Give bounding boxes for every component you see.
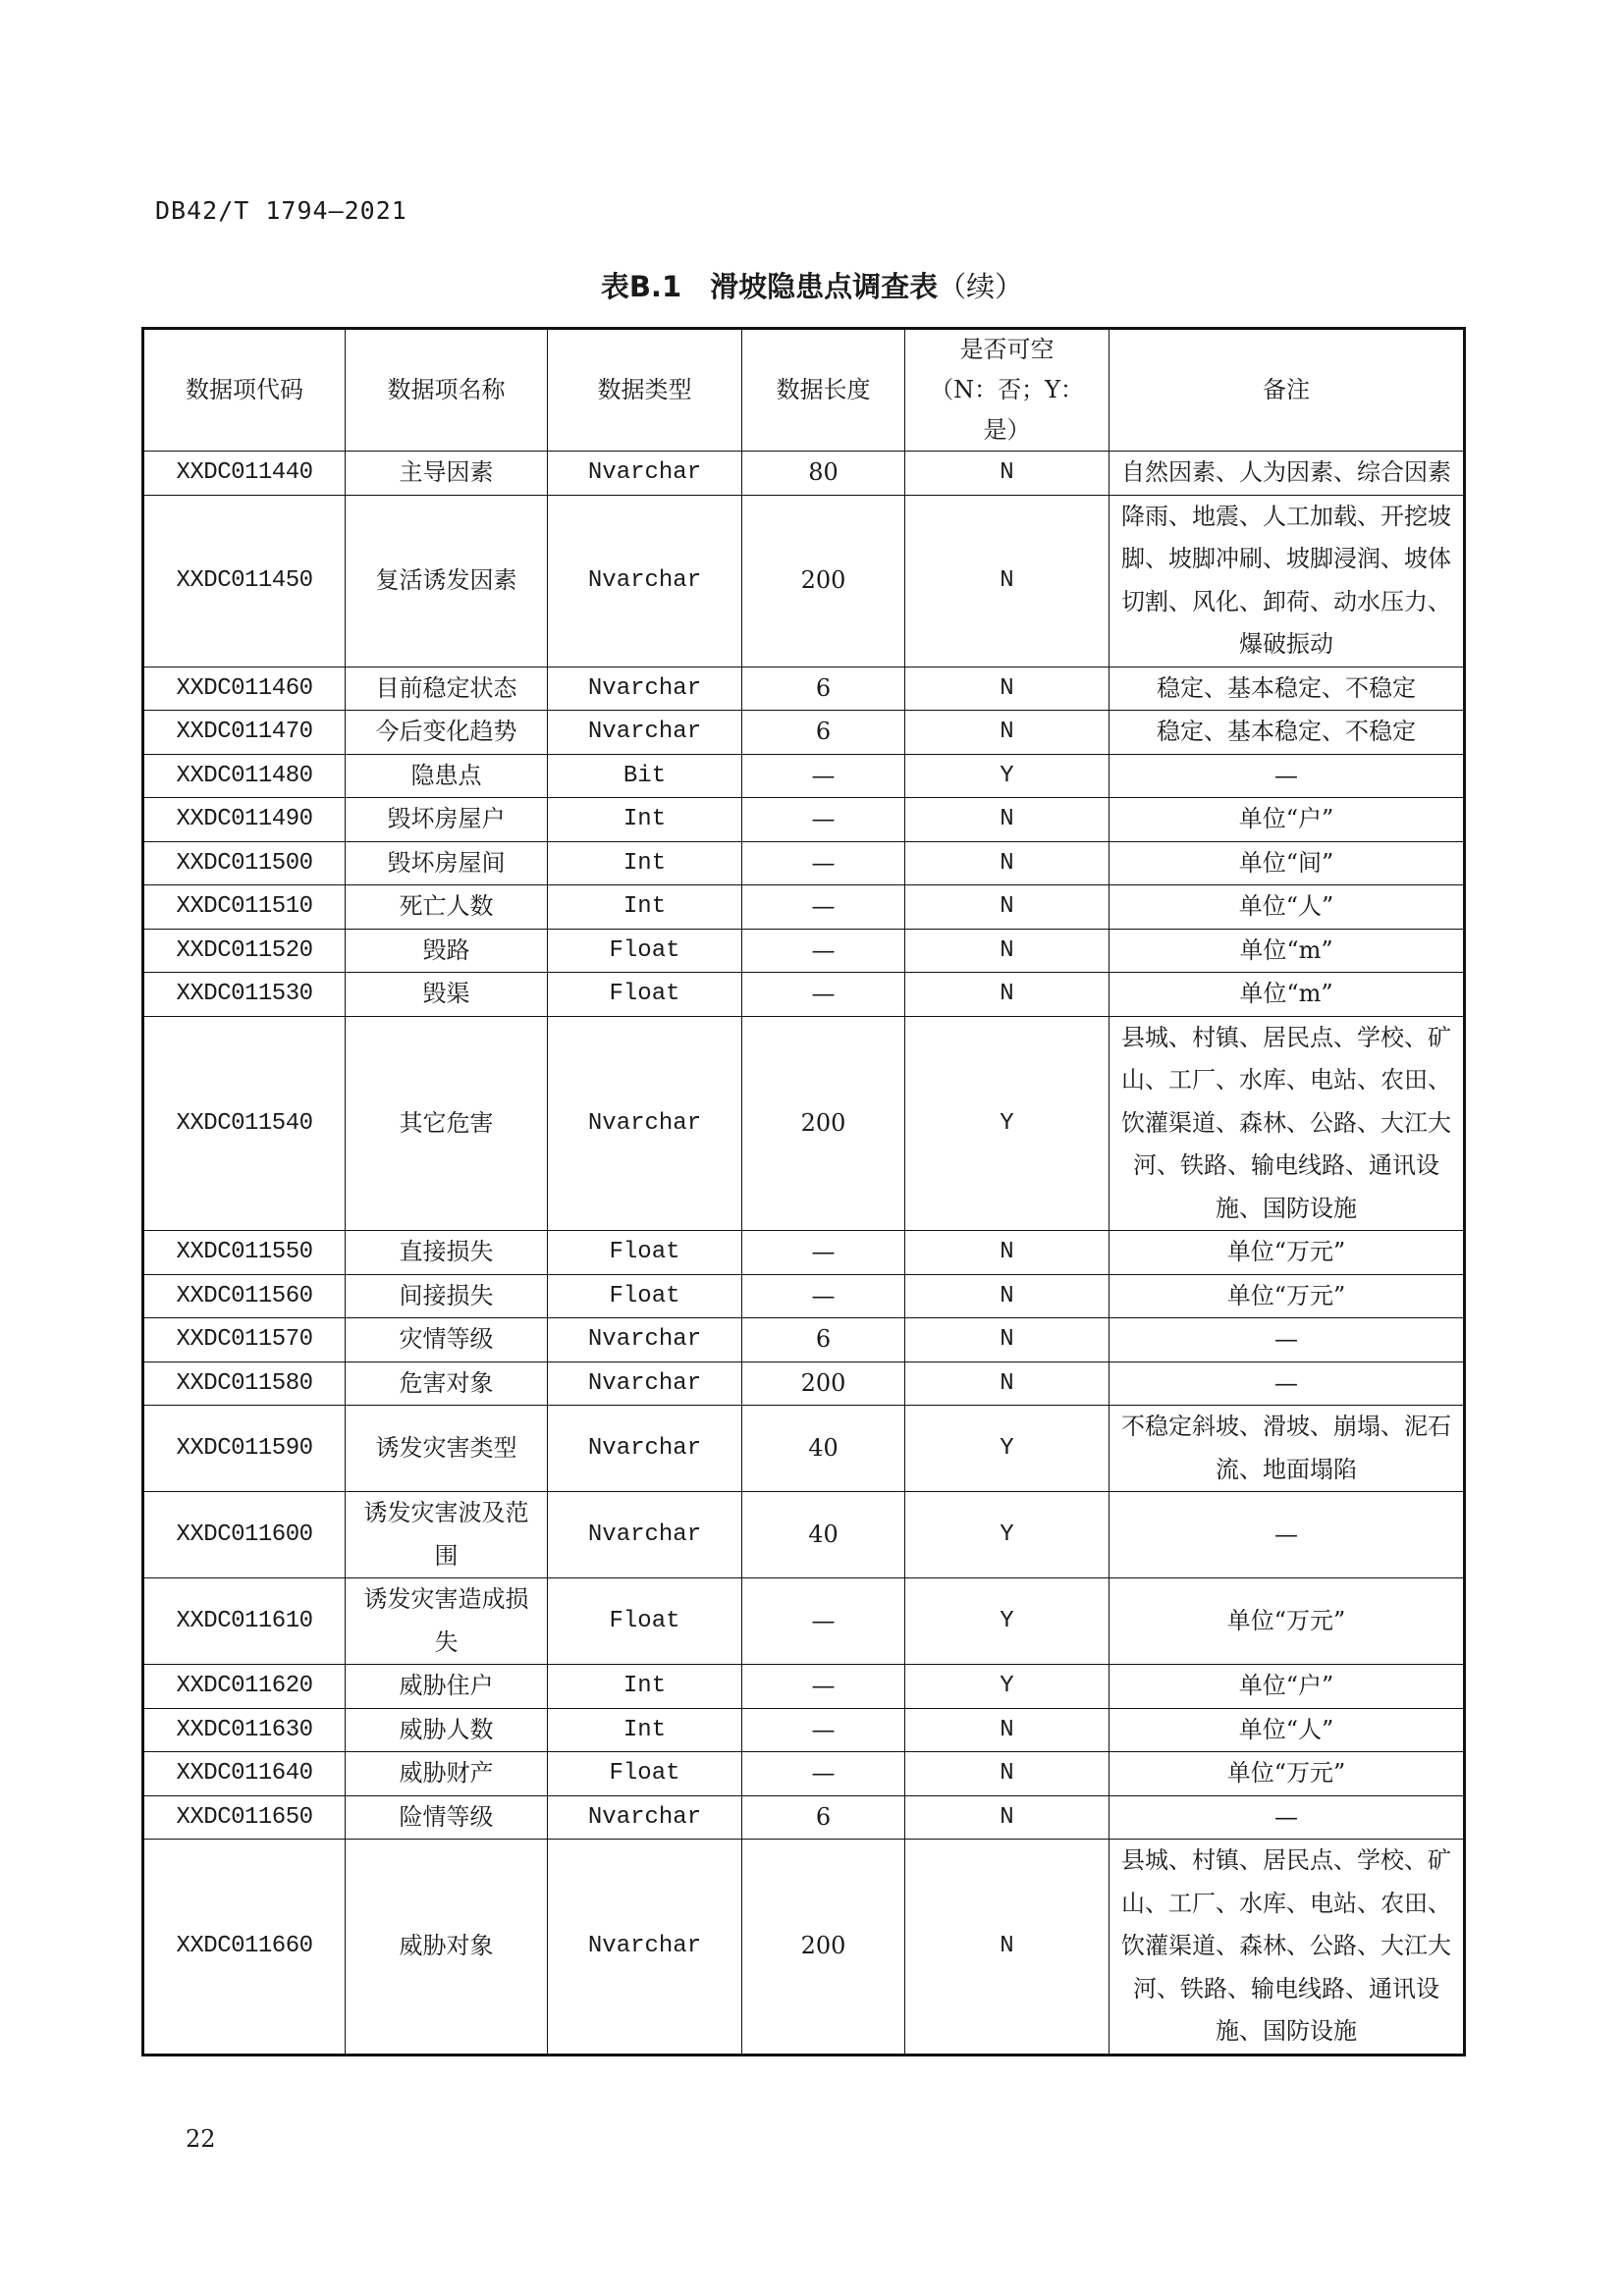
cell-code: XXDC011590 [143, 1406, 346, 1492]
cell-length: — [742, 754, 905, 798]
cell-type: Nvarchar [548, 452, 742, 496]
cell-note: 稳定、基本稳定、不稳定 [1110, 711, 1465, 755]
cell-nullable: Y [905, 1665, 1110, 1709]
cell-name: 死亡人数 [346, 885, 548, 930]
cell-length: — [742, 929, 905, 973]
cell-nullable: Y [905, 1016, 1110, 1231]
cell-code: XXDC011650 [143, 1795, 346, 1840]
cell-length: 6 [742, 667, 905, 711]
table-row [143, 885, 1465, 930]
cell-type: Int [548, 1665, 742, 1709]
cell-name: 目前稳定状态 [346, 667, 548, 711]
cell-name: 灾情等级 [346, 1318, 548, 1362]
cell-code: XXDC011660 [143, 1840, 346, 2056]
cell-nullable: N [905, 1362, 1110, 1406]
cell-length: — [742, 885, 905, 930]
table-row [143, 711, 1465, 755]
cell-type: Int [548, 841, 742, 885]
cell-nullable: Y [905, 754, 1110, 798]
cell-name: 毁坏房屋间 [346, 841, 548, 885]
cell-type: Nvarchar [548, 1406, 742, 1492]
table-row [143, 667, 1465, 711]
cell-note: 单位“万元” [1110, 1231, 1465, 1275]
cell-nullable: N [905, 1274, 1110, 1318]
cell-name: 主导因素 [346, 452, 548, 496]
col-header-nullable-legend: （N：否；Y：是） [930, 376, 1084, 444]
cell-note: — [1110, 1492, 1465, 1578]
cell-note: 降雨、地震、人工加载、开挖坡脚、坡脚冲刷、坡脚浸润、坡体切割、风化、卸荷、动水压力、爆破振动 [1110, 495, 1465, 667]
cell-nullable: N [905, 1840, 1110, 2056]
cell-note: 单位“户” [1110, 798, 1465, 842]
table-row [143, 495, 1465, 667]
cell-code: XXDC011580 [143, 1362, 346, 1406]
table-row [143, 798, 1465, 842]
cell-nullable: N [905, 1708, 1110, 1752]
cell-name: 今后变化趋势 [346, 711, 548, 755]
cell-note: 县城、村镇、居民点、学校、矿山、工厂、水库、电站、农田、饮灌渠道、森林、公路、大江大河、铁路、输电线路、通讯设施、国防设施 [1110, 1016, 1465, 1231]
cell-code: XXDC011440 [143, 452, 346, 496]
cell-name: 间接损失 [346, 1274, 548, 1318]
cell-nullable: Y [905, 1406, 1110, 1492]
col-header-name: 数据项名称 [346, 329, 548, 452]
cell-name: 威胁人数 [346, 1708, 548, 1752]
table-row [143, 1231, 1465, 1275]
cell-name: 诱发灾害造成损失 [346, 1578, 548, 1665]
document-code: DB42/T 1794—2021 [155, 196, 407, 225]
cell-name: 隐患点 [346, 754, 548, 798]
cell-nullable: N [905, 1231, 1110, 1275]
cell-name: 毁路 [346, 929, 548, 973]
col-header-code: 数据项代码 [143, 329, 346, 452]
cell-note: 单位“m” [1110, 973, 1465, 1017]
cell-code: XXDC011640 [143, 1752, 346, 1796]
cell-nullable: N [905, 495, 1110, 667]
cell-length: 6 [742, 711, 905, 755]
cell-note: 单位“间” [1110, 841, 1465, 885]
cell-name: 其它危害 [346, 1016, 548, 1231]
cell-type: Int [548, 885, 742, 930]
cell-name: 诱发灾害波及范围 [346, 1492, 548, 1578]
cell-nullable: N [905, 973, 1110, 1017]
cell-code: XXDC011490 [143, 798, 346, 842]
col-header-type: 数据类型 [548, 329, 742, 452]
cell-code: XXDC011520 [143, 929, 346, 973]
cell-code: XXDC011600 [143, 1492, 346, 1578]
cell-length: — [742, 1231, 905, 1275]
col-header-note: 备注 [1110, 329, 1465, 452]
cell-length: — [742, 1274, 905, 1318]
cell-type: Int [548, 1708, 742, 1752]
cell-nullable: N [905, 798, 1110, 842]
cell-note: 单位“人” [1110, 1708, 1465, 1752]
cell-note: 单位“万元” [1110, 1752, 1465, 1796]
cell-code: XXDC011450 [143, 495, 346, 667]
cell-length: — [742, 973, 905, 1017]
col-header-nullable [905, 329, 1110, 452]
table-row [143, 973, 1465, 1017]
cell-nullable: N [905, 1795, 1110, 1840]
cell-note: 单位“万元” [1110, 1274, 1465, 1318]
cell-length: — [742, 1665, 905, 1709]
table-row [143, 929, 1465, 973]
cell-code: XXDC011550 [143, 1231, 346, 1275]
cell-name: 威胁财产 [346, 1752, 548, 1796]
cell-type: Float [548, 1231, 742, 1275]
cell-length: — [742, 1752, 905, 1796]
table-title-continued: （续） [938, 270, 1024, 303]
cell-code: XXDC011500 [143, 841, 346, 885]
cell-length: 200 [742, 495, 905, 667]
cell-type: Nvarchar [548, 1492, 742, 1578]
cell-type: Float [548, 929, 742, 973]
cell-type: Nvarchar [548, 1016, 742, 1231]
cell-note: 稳定、基本稳定、不稳定 [1110, 667, 1465, 711]
cell-code: XXDC011460 [143, 667, 346, 711]
col-header-length: 数据长度 [742, 329, 905, 452]
cell-nullable: N [905, 841, 1110, 885]
cell-nullable: N [905, 1318, 1110, 1362]
cell-nullable: N [905, 1752, 1110, 1796]
cell-note: 单位“万元” [1110, 1578, 1465, 1665]
table-row [143, 1016, 1465, 1231]
table-row [143, 452, 1465, 496]
cell-length: 40 [742, 1492, 905, 1578]
cell-note: — [1110, 1795, 1465, 1840]
table-row [143, 1318, 1465, 1362]
table-row [143, 841, 1465, 885]
cell-type: Float [548, 1578, 742, 1665]
cell-note: 自然因素、人为因素、综合因素 [1110, 452, 1465, 496]
table-row [143, 1752, 1465, 1796]
cell-type: Nvarchar [548, 1795, 742, 1840]
cell-note: 县城、村镇、居民点、学校、矿山、工厂、水库、电站、农田、饮灌渠道、森林、公路、大江大河、铁路、输电线路、通讯设施、国防设施 [1110, 1840, 1465, 2056]
table-row [143, 1795, 1465, 1840]
cell-nullable: Y [905, 1492, 1110, 1578]
cell-length: — [742, 1708, 905, 1752]
cell-type: Bit [548, 754, 742, 798]
cell-type: Float [548, 973, 742, 1017]
table-row [143, 1274, 1465, 1318]
cell-note: 单位“人” [1110, 885, 1465, 930]
table-title [0, 265, 1624, 305]
cell-type: Float [548, 1752, 742, 1796]
cell-code: XXDC011470 [143, 711, 346, 755]
cell-note: — [1110, 1362, 1465, 1406]
cell-code: XXDC011610 [143, 1578, 346, 1665]
cell-note: — [1110, 754, 1465, 798]
cell-note: 不稳定斜坡、滑坡、崩塌、泥石流、地面塌陷 [1110, 1406, 1465, 1492]
cell-length: 200 [742, 1016, 905, 1231]
cell-type: Nvarchar [548, 1362, 742, 1406]
cell-length: — [742, 798, 905, 842]
cell-nullable: N [905, 885, 1110, 930]
cell-name: 毁坏房屋户 [346, 798, 548, 842]
cell-type: Nvarchar [548, 495, 742, 667]
cell-code: XXDC011540 [143, 1016, 346, 1231]
cell-code: XXDC011510 [143, 885, 346, 930]
cell-length: — [742, 1578, 905, 1665]
cell-nullable: N [905, 452, 1110, 496]
cell-nullable: N [905, 711, 1110, 755]
page-number: 22 [186, 2125, 216, 2153]
cell-nullable: N [905, 929, 1110, 973]
cell-code: XXDC011530 [143, 973, 346, 1017]
cell-code: XXDC011560 [143, 1274, 346, 1318]
cell-note: 单位“m” [1110, 929, 1465, 973]
cell-nullable: Y [905, 1578, 1110, 1665]
cell-nullable: N [905, 667, 1110, 711]
cell-length: 80 [742, 452, 905, 496]
cell-note: 单位“户” [1110, 1665, 1465, 1709]
cell-code: XXDC011630 [143, 1708, 346, 1752]
table-row [143, 1362, 1465, 1406]
cell-name: 直接损失 [346, 1231, 548, 1275]
cell-code: XXDC011480 [143, 754, 346, 798]
cell-code: XXDC011620 [143, 1665, 346, 1709]
cell-name: 复活诱发因素 [346, 495, 548, 667]
cell-name: 威胁住户 [346, 1665, 548, 1709]
table-row [143, 754, 1465, 798]
cell-length: 200 [742, 1362, 905, 1406]
cell-type: Nvarchar [548, 711, 742, 755]
cell-name: 险情等级 [346, 1795, 548, 1840]
table-row [143, 1406, 1465, 1492]
cell-type: Nvarchar [548, 1840, 742, 2056]
col-header-nullable-title: 是否可空 [959, 336, 1055, 363]
table-title-label: 表B.1 滑坡隐患点调查表 [600, 270, 939, 303]
cell-length: — [742, 841, 905, 885]
cell-name: 诱发灾害类型 [346, 1406, 548, 1492]
cell-length: 40 [742, 1406, 905, 1492]
cell-length: 6 [742, 1318, 905, 1362]
cell-type: Int [548, 798, 742, 842]
cell-name: 毁渠 [346, 973, 548, 1017]
table-row [143, 1492, 1465, 1578]
cell-name: 威胁对象 [346, 1840, 548, 2056]
cell-length: 200 [742, 1840, 905, 2056]
table-body [143, 452, 1465, 2056]
cell-type: Nvarchar [548, 667, 742, 711]
table-row [143, 1665, 1465, 1709]
table-row [143, 1708, 1465, 1752]
cell-note: — [1110, 1318, 1465, 1362]
cell-type: Float [548, 1274, 742, 1318]
cell-code: XXDC011570 [143, 1318, 346, 1362]
table-header-row [143, 329, 1465, 452]
table-row [143, 1840, 1465, 2056]
table-row [143, 1578, 1465, 1665]
survey-table [141, 327, 1466, 2056]
cell-type: Nvarchar [548, 1318, 742, 1362]
cell-length: 6 [742, 1795, 905, 1840]
cell-name: 危害对象 [346, 1362, 548, 1406]
